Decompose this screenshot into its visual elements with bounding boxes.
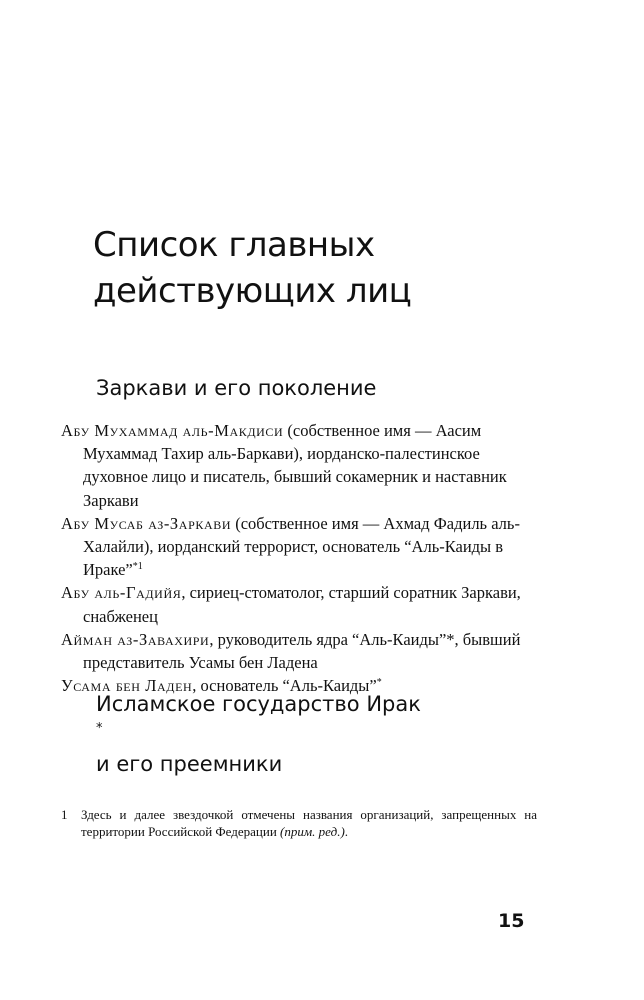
section-heading-isi	[96, 689, 421, 779]
character-list	[61, 419, 537, 697]
character-entry	[61, 512, 537, 582]
character-description: (собственное имя — Ахмад Фадиль аль-Халайли), иорданский террорист, основатель “Аль-Каиды в Ираке”	[83, 513, 520, 580]
section-heading-line-1	[96, 689, 421, 749]
character-entry	[61, 581, 537, 627]
footnote-reference: *1	[132, 561, 143, 573]
editor-note: (прим. ред.)	[280, 824, 345, 839]
footnote-marker: 1	[61, 807, 68, 822]
footnote-end: .	[344, 824, 349, 839]
footnote-reference: *	[376, 677, 382, 689]
page-title	[93, 222, 411, 314]
character-name: Абу Мухаммад аль-Макдиси	[61, 421, 284, 440]
character-name: Абу Мусаб аз-Заркави	[61, 513, 232, 533]
character-name: Абу аль-Гадийя	[61, 583, 182, 603]
section-heading-line-2: и его преемники	[96, 752, 283, 776]
section-heading-zarqawi	[96, 373, 376, 403]
section-heading-text: Заркави и его поколение	[96, 376, 377, 400]
footnote-body: Здесь и далее звездочкой отмечены названия организаций, запрещенных на территории Российской Федерации	[81, 807, 537, 839]
character-description: , основатель “Аль-Каиды”	[192, 676, 377, 696]
character-entry	[61, 419, 537, 512]
character-description: , руководитель ядра “Аль-Каиды”*, бывший представитель Усамы бен Ладена	[83, 629, 521, 673]
section-heading-text: Исламское государство Ирак	[96, 692, 421, 716]
page-title-line-1: Список главных	[93, 225, 375, 265]
footnote-text	[81, 806, 537, 840]
character-description: , сириец-стоматолог, старший соратник Заркави, снабженец	[83, 583, 521, 626]
page-number: 15	[498, 910, 525, 932]
footnote	[61, 806, 537, 840]
character-description: (собственное имя — Аасим Мухаммад Тахир аль-Баркави), иорданско-палестинское духовное лицо и писатель, бывший сокамерник и наставник Заркави	[83, 421, 507, 510]
character-entry	[61, 628, 537, 674]
character-name: Айман аз-Завахири	[61, 629, 210, 649]
character-name: Усама бен Ладен	[61, 676, 193, 696]
asterisk-marker: *	[96, 721, 103, 736]
page-title-line-2: действующих лиц	[93, 271, 412, 311]
